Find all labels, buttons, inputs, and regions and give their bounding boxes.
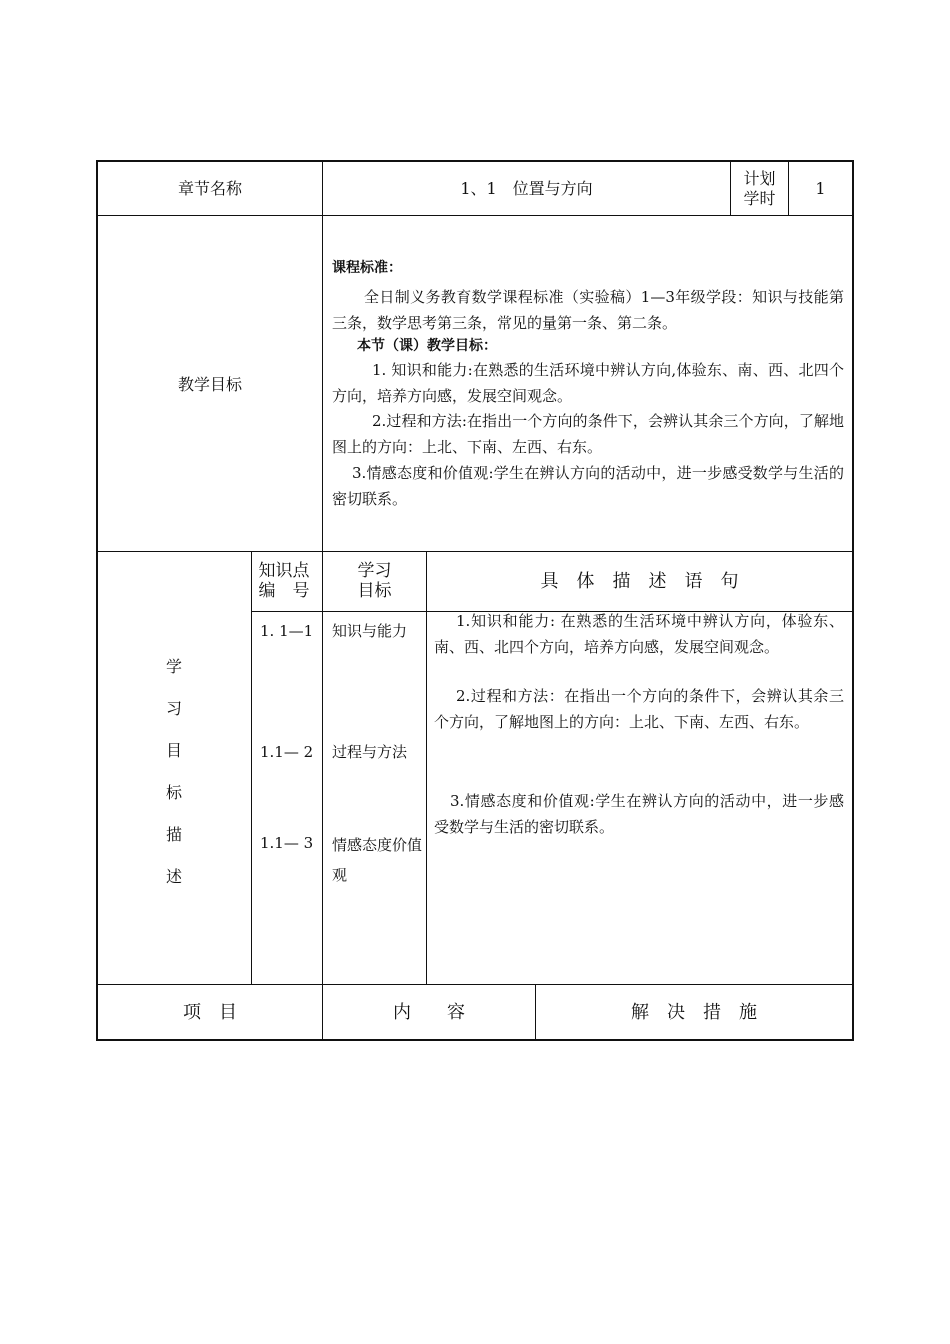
side-label-char-5: 描 [165,825,182,844]
side-label-char-1: 学 [165,657,182,676]
goal-1: 1. 知识和能力:在熟悉的生活环境中辨认方向,体验东、南、西、北四个方向，培养方向感，发展空间观念。 [332,361,844,405]
hours-value: 1 [815,179,826,198]
row-divider-1 [96,215,854,216]
row-1-goal: 知识与能力 [332,622,408,640]
row-2-code: 1.1— 2 [260,743,314,761]
side-label-char-2: 习 [165,699,182,718]
col-header-code-line2: 编 号 [258,581,310,601]
standard-heading: 课程标准： [332,260,402,276]
table-border-bottom [96,1039,854,1041]
col-header-goal-line1: 学习 [357,561,392,581]
row-3-goal: 情感态度价值观 [332,836,423,884]
hours-label-line1: 计划 [743,169,776,188]
goal-3: 3.情感态度和价值观:学生在辨认方向的活动中，进一步感受数学与生活的密切联系。 [332,464,844,508]
col-divider-label [322,160,323,552]
row-1-code: 1. 1—1 [260,622,314,640]
side-label-char-6: 述 [165,867,182,886]
table-border-top [96,160,854,162]
section-heading: 本节（课）教学目标： [357,338,497,354]
col-divider-desc [426,551,427,985]
chapter-title: 1、1 位置与方向 [460,179,593,198]
side-label-char-4: 标 [165,783,182,802]
row-2-goal: 过程与方法 [332,743,408,761]
hours-label-line2: 学时 [743,189,776,208]
col-header-code-line1: 知识点 [258,561,310,581]
footer-content-label: 内 容 [393,1002,465,1023]
row-2-desc: 2.过程和方法：在指出一个方向的条件下，会辨认其余三个方向，了解地图上的方向：上北、下南、左西、右东。 [434,687,844,731]
col-header-desc: 具 体 描 述 语 句 [540,571,739,592]
standard-text: 全日制义务教育数学课程标准（实验稿）1—3年级学段：知识与技能第三条，数学思考第三条，常见的量第一条、第二条。 [332,288,844,332]
row-3-desc: 3.情感态度和价值观:学生在辨认方向的活动中，进一步感受数学与生活的密切联系。 [434,792,844,836]
table-border-left [96,160,98,1041]
footer-item-label: 项 目 [183,1002,237,1023]
row-3-code: 1.1— 3 [260,834,314,852]
table-border-right [852,160,854,1041]
col-divider-goal [322,551,323,985]
row-1-desc: 1.知识和能力: 在熟悉的生活环境中辨认方向，体验东、南、西、北四个方向，培养方向感，发展空间观念。 [434,612,844,656]
chapter-label: 章节名称 [177,179,242,198]
side-label-char-3: 目 [165,741,182,760]
row-divider-3 [96,984,854,985]
row-divider-2 [96,551,854,552]
footer-solution-label: 解 决 措 施 [631,1002,757,1023]
goal-2: 2.过程和方法:在指出一个方向的条件下，会辨认其余三个方向，了解地图上的方向：上北、下南、左西、右东。 [332,412,844,456]
teaching-goals-label: 教学目标 [177,375,242,394]
col-divider-code [251,551,252,985]
col-header-goal-line2: 目标 [357,581,392,601]
